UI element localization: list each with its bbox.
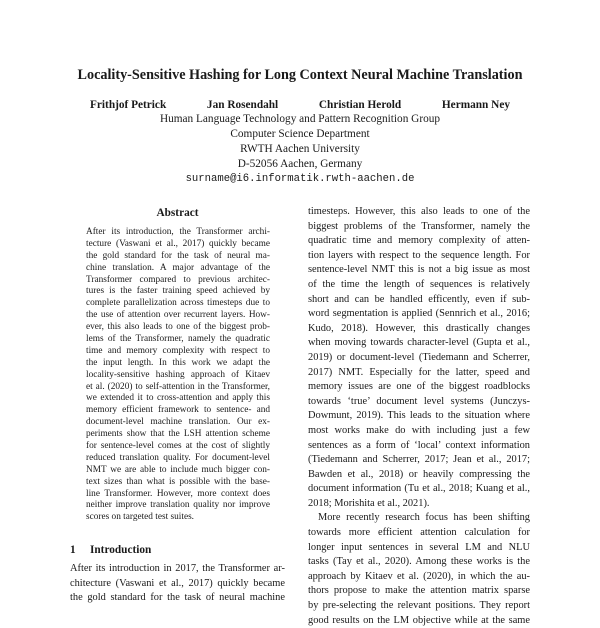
text-line: More recently research focus has been shifting xyxy=(318,512,530,524)
text-line: tion layers with respect to the sequence length. For xyxy=(308,249,530,261)
text-line: text sizes than what is possible with the base- xyxy=(86,476,270,487)
text-line: we extended it to cross-attention and apply this xyxy=(86,393,270,404)
left-column xyxy=(70,0,285,604)
text-line: NMT we are able to include much bigger con- xyxy=(86,464,270,475)
abstract-body xyxy=(86,227,270,524)
text-line: reduced translation quality. For document-level xyxy=(86,452,270,463)
paper-title: Locality-Sensitive Hashing for Long Context Neural Machine Translation xyxy=(77,67,523,83)
text-line: by pre-selecting the relevant positions. They report xyxy=(308,600,530,612)
author-email: surname@i6.informatik.rwth-aachen.de xyxy=(185,173,415,185)
text-line: chine translation. A major advantage of the xyxy=(86,262,270,273)
abstract-heading: Abstract xyxy=(156,207,199,219)
text-line: of the time the length of sequences is relatively xyxy=(308,278,530,290)
author-name: Christian Herold xyxy=(318,99,402,111)
introduction-body xyxy=(70,562,285,606)
text-line: quadratic time and memory complexity of atten- xyxy=(308,235,530,247)
text-line: thors propose to make the attention matrix sparse xyxy=(308,585,530,597)
text-line: After its introduction, the Transformer archi- xyxy=(86,227,270,237)
text-line: document-level machine translation. Our ex- xyxy=(86,417,270,428)
text-line: short and can be handled efficently, even if sub- xyxy=(308,293,530,305)
text-line: locality-sensitive hashing approach of Kitaev xyxy=(86,369,270,380)
text-line: 2019) or document-level (Tiedemann and Scherrer, xyxy=(308,351,530,363)
text-line: the use of attention over recurrent layers. How- xyxy=(86,310,270,321)
right-column-body xyxy=(308,205,530,628)
text-line: sentences as a form of ‘local’ context information xyxy=(308,439,530,451)
affiliation-line: Human Language Technology and Pattern Recognition Group xyxy=(159,113,441,125)
text-line: scores on targeted test suites. xyxy=(86,512,195,523)
text-line: lems of the Transformer, namely the quadratic xyxy=(86,334,270,345)
text-line: Transformer compared to previous architec- xyxy=(86,274,270,285)
author-name: Jan Rosendahl xyxy=(206,99,279,111)
text-line: good results on the LM objective while at the same xyxy=(308,614,530,626)
text-line: 2018; Morishita et al., 2021). xyxy=(308,497,430,509)
text-line: Dowmunt, 2019). This leads to the situation where xyxy=(308,410,530,422)
text-line: for sentence-level comes at the cost of slightly xyxy=(86,441,270,452)
text-line: sentence-level NMT this is not a big issue as most xyxy=(308,264,530,276)
affiliation-line: Computer Science Department xyxy=(230,128,370,140)
text-line: the gold standard for the task of neural machine xyxy=(70,592,285,604)
author-name: Hermann Ney xyxy=(441,99,510,111)
affiliation-line: RWTH Aachen University xyxy=(240,143,360,155)
text-line: ever, this also leads to one of the biggest prob- xyxy=(86,322,270,333)
text-line: line Transformer. However, more context does xyxy=(86,488,270,499)
section-title: Introduction xyxy=(90,544,152,556)
text-line: towards ‘true’ document level systems (Junczys- xyxy=(308,395,530,407)
affiliation-line: D-52056 Aachen, Germany xyxy=(237,158,363,170)
text-line: most works make do with including just a few xyxy=(308,424,530,436)
text-line: After its introduction in 2017, the Transformer ar- xyxy=(70,563,285,574)
text-line: et al. (2020) to self-attention in the Transformer, xyxy=(86,381,270,392)
text-line: tures is the faster training speed achieved by xyxy=(86,286,270,297)
right-column xyxy=(308,0,530,626)
text-line: towards more efficient attention calculation for xyxy=(308,527,530,539)
text-line: the input length. In this work we adapt the xyxy=(86,357,270,368)
text-line: memory efficient framework to sentence- and xyxy=(86,405,270,416)
text-line: Bawden et al., 2018) or heavily compressing the xyxy=(308,468,530,480)
text-line: the gold standard for the task of neural ma- xyxy=(86,250,270,261)
text-line: document information (Tu et al., 2018; Kuang et al., xyxy=(308,483,530,495)
text-line: (Tiedemann and Scherrer, 2017; Jean et al., 2017; xyxy=(308,454,530,466)
text-line: complete parallelization across timesteps due to xyxy=(86,298,270,309)
text-line: word segmentation is applied (Sennrich et al., 2016; xyxy=(308,308,530,320)
author-name: Frithjof Petrick xyxy=(90,99,167,111)
section-number: 1 xyxy=(70,544,76,556)
text-line: when moving towards character-level (Gupta et al., xyxy=(308,337,530,349)
text-line: longer input sentences in several LM and NLU xyxy=(308,541,530,553)
section-heading xyxy=(70,543,285,557)
text-line: tecture (Vaswani et al., 2017) quickly became xyxy=(86,238,270,249)
text-line: Kudo, 2018). However, this drastically changes xyxy=(308,322,530,334)
text-line: timesteps. However, this also leads to one of the xyxy=(308,206,530,217)
text-line: approach by Kitaev et al. (2020), in which the au- xyxy=(308,570,530,582)
text-line: time and memory complexity with respect to xyxy=(86,345,270,356)
text-line: memory issues are one of the biggest roadblocks xyxy=(308,381,530,393)
text-line: neither improve translation quality nor improve xyxy=(86,500,270,511)
text-line: 2017) NMT. Especially for the latter, speed and xyxy=(308,366,530,378)
text-line: periments show that the LSH attention scheme xyxy=(86,429,270,440)
text-line: biggest problems of the Transformer, namely the xyxy=(308,220,530,232)
text-line: tasks (Tay et al., 2020). Among these works is the xyxy=(308,556,530,568)
text-line: chitecture (Vaswani et al., 2017) quickly became xyxy=(70,577,285,589)
